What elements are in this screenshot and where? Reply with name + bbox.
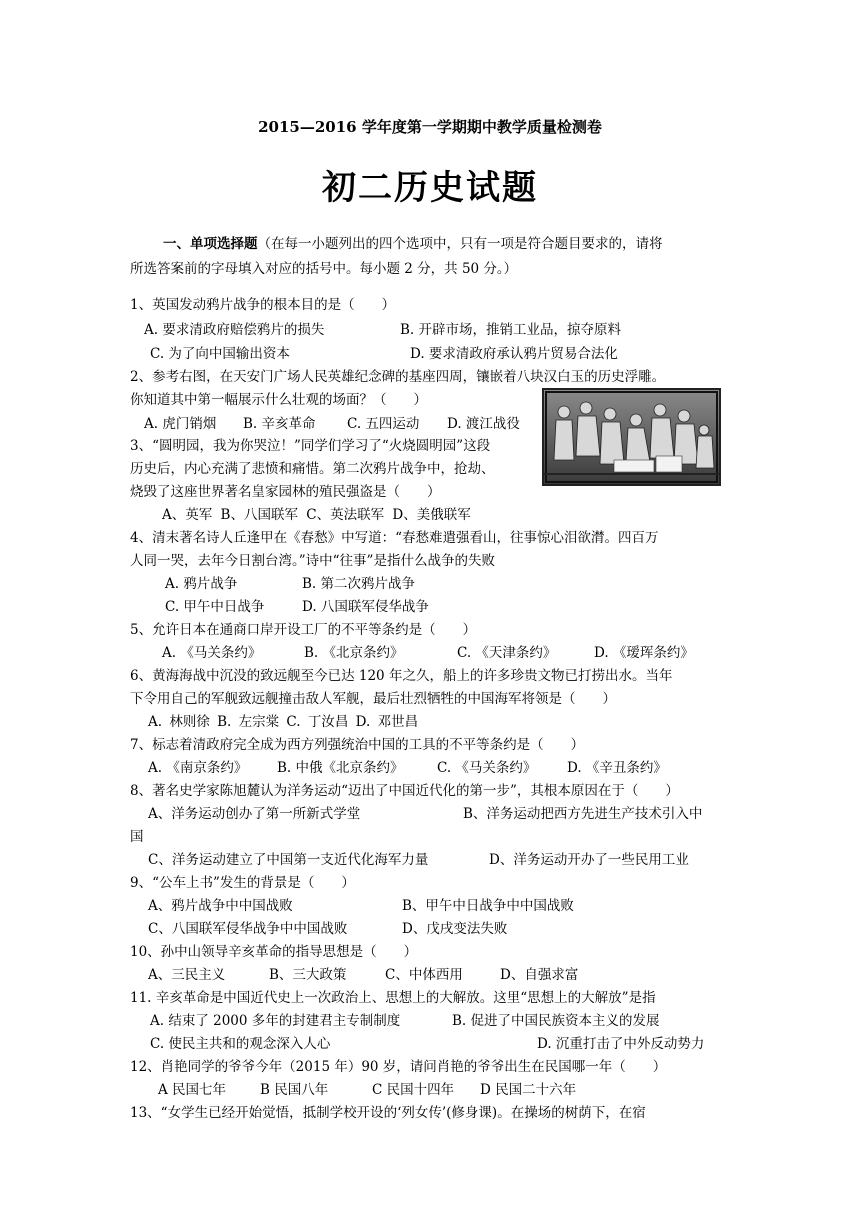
question-1-option-b: B. 开辟市场，推销工业品，掠夺原料	[400, 322, 622, 338]
question-2-option-b: B. 辛亥革命	[243, 416, 316, 432]
section-header	[163, 234, 663, 254]
question-6-stem-1: 6、黄海海战中沉没的致远舰至今已达 120 年之久，船上的许多珍贵文物已打捞出水。当年	[130, 668, 673, 684]
question-8-option-b: B、洋务运动把西方先进生产技术引入中	[463, 806, 703, 822]
question-4-option-d: D. 八国联军侵华战争	[302, 599, 429, 615]
question-2-stem-2: 你知道其中第一幅展示什么壮观的场面？（ ）	[130, 392, 427, 408]
question-9-option-d: D、戊戌变法失败	[402, 921, 508, 937]
question-2-stem-1: 2、参考右图，在天安门广场人民英雄纪念碑的基座四周，镶嵌着八块汉白玉的历史浮雕。	[130, 369, 666, 385]
question-10-option-b: B、三大政策	[269, 967, 347, 983]
question-4-option-c: C. 甲午中日战争	[165, 599, 265, 615]
question-8-option-d: D、洋务运动开办了一些民用工业	[489, 852, 689, 868]
section-instructions-cont: 所选答案前的字母填入对应的括号中。每小题 2 分，共 50 分。）	[130, 261, 518, 277]
question-2-option-c: C. 五四运动	[347, 416, 420, 432]
question-9-stem: 9、“公车上书”发生的背景是（ ）	[130, 875, 355, 891]
question-11-option-c: C. 使民主共和的观念深入人心	[150, 1036, 331, 1052]
question-3-stem-3: 烧毁了这座世界著名皇家园林的殖民强盗是（ ）	[130, 484, 441, 500]
question-5-option-d: D. 《瑷珲条约》	[594, 645, 694, 661]
question-9-option-c: C、八国联军侵华战争中中国战败	[148, 921, 348, 937]
question-11-option-a: A. 结束了 2000 多年的封建君主专制制度	[150, 1013, 401, 1029]
relief-illustration	[544, 390, 719, 484]
question-12-option-c: C 民国十四年	[372, 1082, 455, 1098]
question-1-stem: 1、英国发动鸦片战争的根本目的是（ ）	[130, 297, 396, 313]
question-5-option-c: C. 《天津条约》	[457, 645, 557, 661]
question-8-stem: 8、著名史学家陈旭麓认为洋务运动“迈出了中国近代化的第一步”，其根本原因在于（ ）	[130, 783, 679, 799]
question-2-option-d: D. 渡江战役	[447, 416, 520, 432]
question-1-option-a: A. 要求清政府赔偿鸦片的损失	[144, 322, 325, 338]
question-3-options: A、英军 B、八国联军 C、英法联军 D、美俄联军	[162, 507, 471, 523]
question-5-option-a: A. 《马关条约》	[162, 645, 262, 661]
question-3-stem-2: 历史后，内心充满了悲愤和痛惜。第二次鸦片战争中，抢劫、	[130, 461, 495, 477]
question-4-option-b: B. 第二次鸦片战争	[302, 576, 416, 592]
question-6-stem-2: 下令用自己的军舰致远舰撞击敌人军舰，最后壮烈牺牲的中国海军将领是（ ）	[130, 691, 616, 707]
section-instructions: （在每一小题列出的四个选项中，只有一项是符合题目要求的，请将	[257, 236, 663, 252]
question-7-option-c: C. 《马关条约》	[437, 760, 537, 776]
question-9-option-b: B、甲午中日战争中中国战败	[402, 898, 574, 914]
question-2-option-a: A. 虎门销烟	[144, 416, 217, 432]
question-12-stem: 12、肖艳同学的爷爷今年（2015 年）90 岁，请问肖艳的爷爷出生在民国哪一年（ ）	[130, 1059, 667, 1075]
question-1-option-d: D. 要求清政府承认鸦片贸易合法化	[410, 346, 618, 362]
monument-relief-image	[542, 388, 721, 486]
question-10-stem: 10、孙中山领导辛亥革命的指导思想是（ ）	[130, 944, 418, 960]
question-4-stem-1: 4、清末著名诗人丘逢甲在《春愁》中写道：“春愁难遣强看山，往事惊心泪欲潸。四百万	[130, 530, 659, 546]
question-5-stem: 5、允许日本在通商口岸开设工厂的不平等条约是（ ）	[130, 622, 477, 638]
question-7-option-d: D. 《辛丑条约》	[567, 760, 667, 776]
question-12-option-a: A 民国七年	[158, 1082, 227, 1098]
question-10-option-a: A、三民主义	[148, 967, 226, 983]
exam-subtitle: 2015—2016 学年度第一学期期中教学质量检测卷	[258, 118, 602, 136]
question-8-option-a: A、洋务运动创办了第一所新式学堂	[148, 806, 361, 822]
section-label: 一、单项选择题	[163, 236, 258, 252]
question-10-option-c: C、中体西用	[385, 967, 463, 983]
question-10-option-d: D、自强求富	[500, 967, 579, 983]
question-4-stem-2: 人同一哭，去年今日割台湾。”诗中“往事”是指什么战争的失败	[130, 553, 495, 569]
question-7-option-a: A. 《南京条约》	[148, 760, 248, 776]
question-1-option-c: C. 为了向中国输出资本	[150, 346, 290, 362]
question-13-stem: 13、“女学生已经开始觉悟，抵制学校开设的‘列女传’(修身课)。在操场的树荫下，在宿	[130, 1105, 646, 1121]
question-8-option-c: C、洋务运动建立了中国第一支近代化海军力量	[148, 852, 429, 868]
exam-title: 初二历史试题	[322, 168, 538, 208]
question-7-stem: 7、标志着清政府完全成为西方列强统治中国的工具的不平等条约是（ ）	[130, 737, 585, 753]
question-4-option-a: A. 鸦片战争	[165, 576, 238, 592]
question-9-option-a: A、鸦片战争中中国战败	[148, 898, 293, 914]
question-6-options: A. 林则徐 B. 左宗棠 C. 丁汝昌 D. 邓世昌	[148, 714, 419, 730]
question-12-option-b: B 民国八年	[260, 1082, 329, 1098]
question-12-option-d: D 民国二十六年	[480, 1082, 577, 1098]
question-3-stem-1: 3、“圆明园，我为你哭泣！”同学们学习了“火烧圆明园”这段	[130, 438, 491, 454]
question-5-option-b: B. 《北京条约》	[304, 645, 404, 661]
question-8-option-b-cont: 国	[130, 829, 144, 845]
question-7-option-b: B. 中俄《北京条约》	[277, 760, 404, 776]
question-11-option-d: D. 沉重打击了中外反动势力	[537, 1036, 705, 1052]
question-11-stem: 11. 辛亥革命是中国近代史上一次政治上、思想上的大解放。这里“思想上的大解放”是指	[130, 990, 656, 1006]
question-11-option-b: B. 促进了中国民族资本主义的发展	[452, 1013, 660, 1029]
